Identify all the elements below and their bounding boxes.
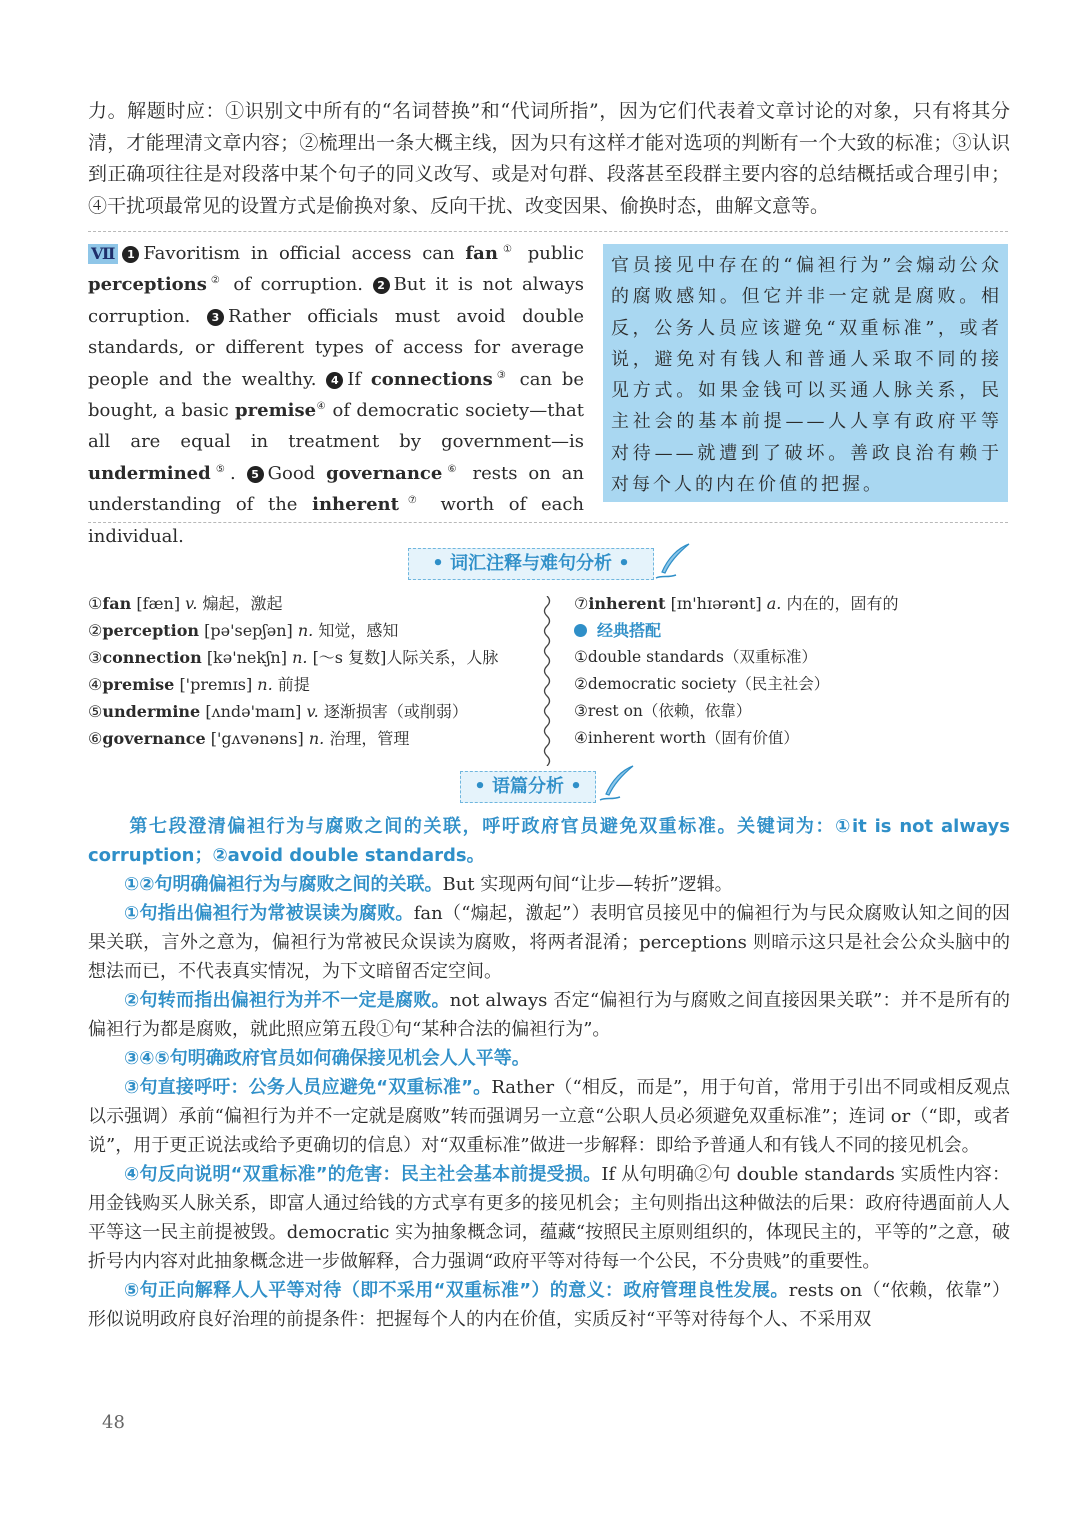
sentence-number: 3 (207, 309, 224, 326)
quill-icon (654, 542, 692, 582)
vocab-entry-meaning: 前提 (277, 675, 310, 694)
vocab-entry-number: ⑦ (574, 594, 589, 613)
analysis-highlight: ①②句明确偏袒行为与腐败之间的关联。 (124, 874, 443, 895)
analysis-paragraph (88, 1044, 1010, 1073)
vocab-entry-word: fan (102, 594, 132, 613)
vocab-entry-pos: v. (185, 594, 198, 613)
vocab-entry-word: governance (102, 729, 206, 748)
sentence-text: worth of each individual. (88, 494, 584, 547)
vocab-entry-ipa: [fæn] (136, 594, 181, 613)
analysis-text: If 从句明确②句 double standards 实质性内容：用金钱购买人脉关系，即富人通过给钱的方式享有更多的接见机会；主句则指出这种做法的后果：政府待遇面前人人平等这一民主前提被毁。democratic 实为抽象概念词，蕴藏“按照民主原则组织的，体现民主的，平等的”之意，破折号内内容对此抽象概念进一步做解释，合力强调“政府平等对待每一个公民，不分贵贱”的重要性。 (88, 1164, 1010, 1272)
vocab-entry-meaning: 内在的，固有的 (786, 594, 899, 613)
vocab-entry-ipa: [ʌndə'maɪn] (205, 702, 302, 721)
vocab-entry-number: ⑤ (88, 702, 103, 721)
vocab-entry-ipa: [pə'sepʃən] (204, 621, 293, 640)
collocations-heading (574, 617, 1014, 644)
collocation-item: ①double standards（双重标准） (574, 648, 817, 666)
analysis-text: not always 否定“偏袒行为与腐败之间直接因果关联”：并不是所有的偏袒行为都是腐败，就此照应第五段①句“某种合法的偏袒行为”。 (88, 990, 1010, 1040)
sentence-text: Rather officials must avoid double standards, or different types of access for average people and the wealthy. (88, 305, 584, 390)
vocab-entry-word: inherent (588, 594, 666, 613)
sentence-number: 4 (326, 372, 343, 389)
vocab-list-left (88, 590, 538, 752)
analysis-highlight: ①句指出偏袒行为常被误读为腐败。 (124, 903, 414, 924)
vocab-entry-word: premise (102, 675, 175, 694)
vocab-entry-meaning: [～s 复数]人际关系，人脉 (312, 648, 499, 667)
paragraph-number-badge: Ⅶ (88, 244, 118, 264)
sentence-number: 5 (247, 466, 264, 483)
vocab-entry-word: perception (102, 621, 200, 640)
analysis-paragraph (88, 986, 1010, 1044)
vocab-entry (88, 698, 538, 725)
analysis-text: rests on（“依赖，依靠”）形似说明政府良好治理的前提条件：把握每个人的内在价值，实质反衬“平等对待每个人、不采用双 (88, 1280, 1010, 1330)
vocab-entry (88, 725, 538, 752)
footnote-marker: ③ (492, 369, 510, 381)
vocab-entry-ipa: [kə'nekʃn] (206, 648, 287, 667)
vocab-entry-number: ① (88, 594, 103, 613)
sentence-text: Good (267, 462, 327, 484)
vocab-entry-pos: n. (308, 729, 325, 748)
analysis-highlight: ⑤句正向解释人人平等对待（即不采用“双重标准”）的意义：政府管理良性发展。 (124, 1280, 789, 1301)
vocab-word: connections (370, 368, 493, 390)
sentence-text: public (516, 243, 584, 264)
english-paragraph (88, 238, 584, 552)
vocab-entry-meaning: 治理，管理 (329, 729, 410, 748)
footnote-marker: ② (206, 275, 224, 287)
vocab-entry-number: ② (88, 621, 103, 640)
divider-top (88, 231, 1008, 232)
vocab-entry-meaning: 煽起，激起 (202, 594, 283, 613)
bullet-dot-icon (574, 624, 587, 637)
translation-box: 官员接见中存在的“偏袒行为”会煽动公众的腐败感知。但它并非一定就是腐败。相反，公务人员应该避免“双重标准”，或者说，避免对有钱人和普通人采取不同的接见方式。如果金钱可以买通人脉关系，民主社会的基本前提——人人享有政府平等对待——就遭到了破坏。善政良治有赖于对每个人的内在价值的把握。 (603, 244, 1008, 502)
analysis-paragraph (88, 899, 1010, 986)
vocab-word: undermined (88, 462, 211, 484)
vocab-entry-number: ③ (88, 648, 103, 667)
vocab-entry-word: undermine (102, 702, 201, 721)
divider-middle (88, 522, 1008, 523)
analysis-summary (88, 812, 1010, 870)
analysis-highlight: ③句直接呼吁：公务人员应避免“双重标准”。 (124, 1077, 492, 1098)
footnote-marker: ① (497, 244, 517, 255)
vocab-entry-meaning: 知觉，感知 (318, 621, 399, 640)
discourse-analysis (88, 812, 1010, 1334)
vocab-entry-ipa: ['premɪs] (179, 675, 253, 694)
analysis-highlight: ②句转而指出偏袒行为并不一定是腐败。 (124, 990, 450, 1011)
vocab-word: fan (465, 243, 498, 264)
vocab-word: governance (326, 462, 443, 484)
vocab-entry-pos: n. (292, 648, 308, 667)
vocab-entry-pos: n. (257, 675, 273, 694)
footnote-marker: ④ (316, 401, 327, 413)
analysis-paragraph (88, 1073, 1010, 1160)
sentence-text: . (230, 462, 247, 484)
vocab-entry-meaning: 逐渐损害（或削弱） (323, 702, 468, 721)
vocab-entry (88, 617, 538, 644)
analysis-highlight: ④句反向说明“双重标准”的危害：民主社会基本前提受损。 (124, 1164, 602, 1185)
intro-paragraph: 力。解题时应：①识别文中所有的“名词替换”和“代词所指”，因为它们代表着文章讨论的对象，只有将其分清，才能理清文章内容；②梳理出一条大概主线，因为只有这样才能对选项的判断有一个大致的标准；③认识到正确项往往是对段落中某个句子的同义改写、或是对句群、段落甚至段群主要内容的总结概括或合理引申；④干扰项最常见的设置方式是偷换对象、反向干扰、改变因果、偷换时态，曲解文意等。 (88, 100, 1010, 217)
footnote-marker: ⑥ (442, 463, 462, 475)
wavy-divider (540, 596, 554, 766)
vocab-word: perceptions (88, 274, 207, 296)
sentence-text: can be bought, a basic (88, 368, 585, 422)
quill-icon (598, 764, 636, 804)
sentence-text: But it is not always corruption. (88, 274, 584, 327)
vocab-entry-number: ⑥ (88, 729, 103, 748)
collocations-title: 经典搭配 (597, 621, 662, 640)
vocab-entry-ipa: ['gʌvənəns] (210, 729, 304, 748)
sentence-text: Favoritism in official access can (143, 243, 466, 264)
page-number: 48 (102, 1412, 125, 1433)
footnote-marker: ⑦ (398, 495, 426, 507)
vocab-word: premise (235, 400, 317, 422)
sentence-number: 1 (122, 246, 139, 263)
vocab-entry-word: connection (102, 648, 202, 667)
collocation-item: ③rest on（依赖，依靠） (574, 702, 752, 720)
analysis-paragraph (88, 1160, 1010, 1276)
vocab-entry-ipa: [ɪn'hɪərənt] (670, 594, 762, 613)
sentence-text: rests on an understanding of the (88, 462, 585, 516)
analysis-text: fan（“煽起，激起”）表明官员接见中的偏袒行为与民众腐败认知之间的因果关联，言外之意为，偏袒行为常被民众误读为腐败，将两者混淆；perceptions 则暗示这只是社会公众头脑中的想法而已，不代表真实情况，为下文暗留否定空间。 (88, 903, 1010, 982)
analysis-text: Rather（“相反，而是”，用于句首，常用于引出不同或相反观点以示强调）承前“偏袒行为并不一定就是腐败”转而强调另一立意“公职人员必须避免双重标准”；连词 or（“即，或者说”，用于更正说法或给予更确切的信息）对“双重标准”做进一步解释：即给予普通人和有钱人不同的接见机会。 (88, 1077, 1010, 1156)
analysis-highlight: 第七段澄清偏袒行为与腐败之间的关联，呼吁政府官员避免双重标准。关键词为：①it is not always corruption；②avoid double standards。 (88, 816, 1010, 866)
collocation-item: ④inherent worth（固有价值） (574, 729, 799, 747)
vocab-entry-pos: a. (766, 594, 782, 613)
vocab-entry (88, 590, 538, 617)
sentence-text: If (347, 368, 371, 390)
analysis-paragraph (88, 1276, 1010, 1334)
analysis-paragraph (88, 870, 1010, 899)
sentence-number: 2 (373, 277, 390, 294)
analysis-highlight: ③④⑤句明确政府官员如何确保接见机会人人平等。 (124, 1048, 530, 1069)
footnote-marker: ⑤ (210, 463, 231, 475)
vocab-word: inherent (312, 494, 399, 516)
sentence-text: of corruption. (223, 274, 373, 296)
vocab-section-header: • 词汇注释与难句分析 • (408, 548, 654, 580)
sentence-text: of democratic society—that all are equal in treatment by government—is (88, 400, 585, 453)
vocab-entry-pos: v. (306, 702, 319, 721)
vocab-entry-pos: n. (297, 621, 314, 640)
analysis-text: But 实现两句间“让步—转折”逻辑。 (442, 874, 733, 895)
collocation-item: ②democratic society（民主社会） (574, 675, 830, 693)
analysis-section-header: • 语篇分析 • (460, 771, 596, 803)
vocab-entry (574, 590, 1014, 617)
vocab-entry (88, 671, 538, 698)
vocab-entry-number: ④ (88, 675, 103, 694)
vocab-entry (88, 644, 538, 671)
vocab-list-right (574, 590, 1014, 752)
